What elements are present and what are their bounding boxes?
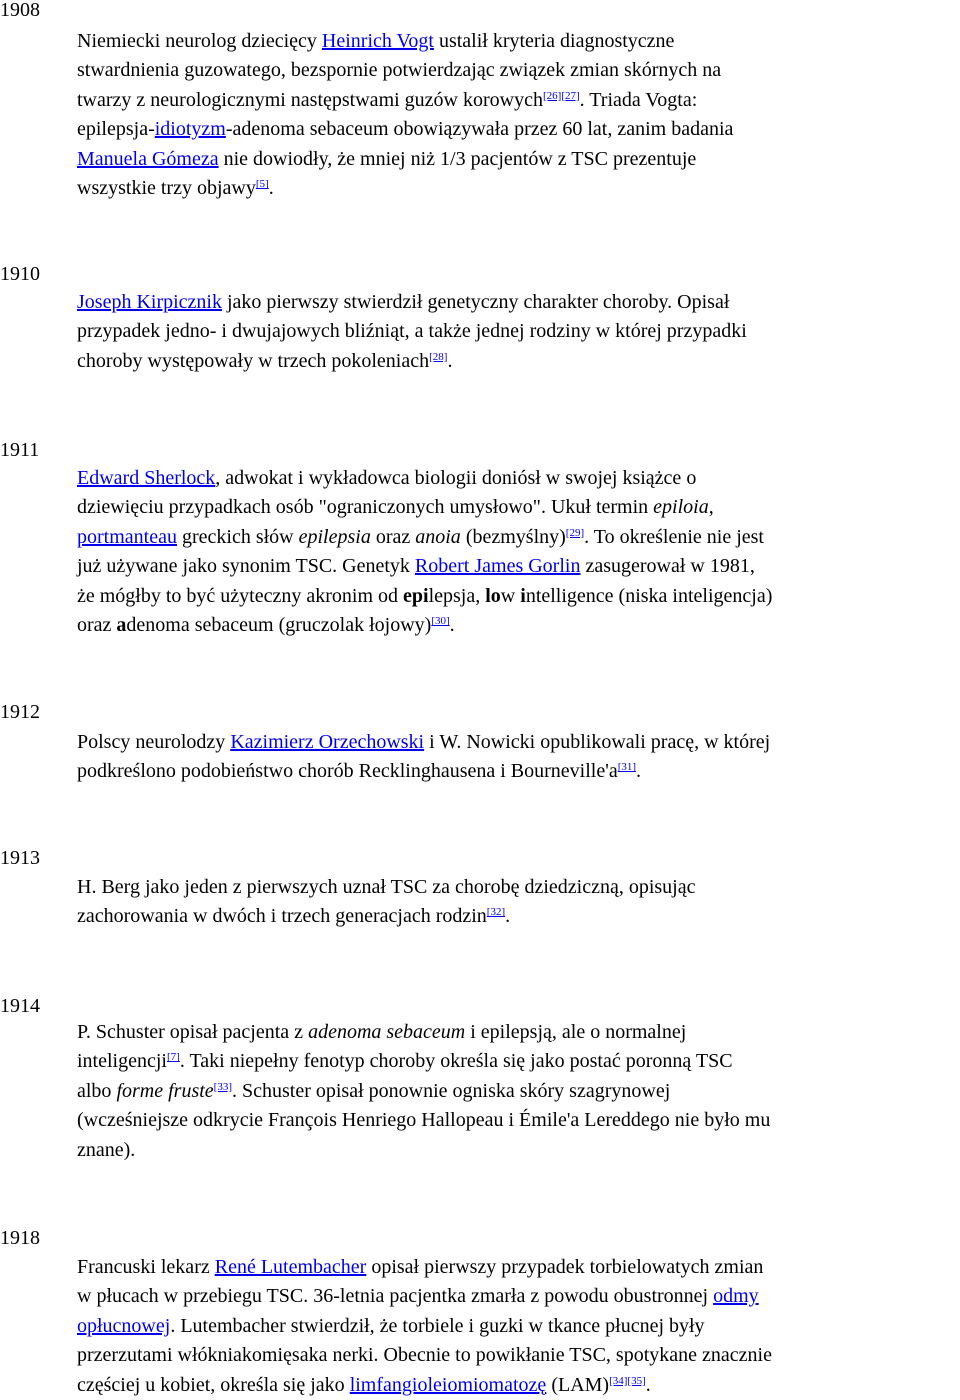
text-span: . Lutembacher stwierdził, że torbiele i guzki w tkance płucnej były <box>170 1314 705 1337</box>
text-line <box>77 288 960 317</box>
wiki-link[interactable]: Heinrich Vogt <box>321 30 434 52</box>
citation-link[interactable]: [5] <box>255 178 269 191</box>
text-line <box>77 145 960 174</box>
text-span: oraz <box>77 614 117 637</box>
text-line <box>77 493 960 522</box>
wiki-link[interactable]: Edward Sherlock <box>77 467 216 489</box>
text-line <box>77 582 960 611</box>
citation-ref <box>627 1375 645 1387</box>
text-line <box>77 552 960 581</box>
text-span: w płucach w przebiegu TSC. 36-letnia pacjentka zmarła z powodu obustronnej <box>77 1285 714 1308</box>
text-line <box>77 873 960 902</box>
text-span: oraz <box>370 525 416 548</box>
bold-acronym-letters: epi <box>403 584 429 607</box>
citation-ref <box>429 351 447 363</box>
text-line <box>77 757 960 786</box>
text-span: H. Berg jako jeden z pierwszych uznał TSC za chorobę dziedziczną, opisując <box>77 876 696 898</box>
wiki-link[interactable]: Robert James Gorlin <box>414 555 581 578</box>
text-span: . <box>645 1373 651 1396</box>
text-span: denoma sebaceum (gruczolak łojowy) <box>126 614 432 637</box>
text-span: twarzy z neurologicznymi następstwami guzów korowych <box>77 88 543 111</box>
text-span: już używane jako synonim TSC. Genetyk <box>77 555 415 578</box>
text-span: znane). <box>77 1138 136 1161</box>
text-span: (wcześniejsze odkrycie François Henriego Hallopeau i Émile'a Lereddego nie było mu <box>77 1109 771 1132</box>
text-span: Francuski lekarz <box>77 1256 215 1278</box>
entry-year: 1910 <box>0 263 40 285</box>
wiki-link[interactable]: Joseph Kirpicznik <box>77 291 222 313</box>
entry-description <box>77 464 960 640</box>
wiki-link[interactable]: Kazimierz Orzechowski <box>230 731 425 753</box>
text-line <box>77 174 960 203</box>
citation-link[interactable]: [28] <box>429 350 448 363</box>
wiki-link[interactable]: Manuela Gómeza <box>77 147 219 170</box>
text-line <box>77 27 960 56</box>
text-span: zachorowania w dwóch i trzech generacjach rodzin <box>77 905 487 928</box>
text-line <box>77 347 960 376</box>
text-span: . <box>268 177 274 200</box>
text-span: . <box>447 349 453 372</box>
text-span: i epilepsją, ale o normalnej <box>465 1021 687 1043</box>
text-span: . To określenie nie jest <box>584 525 764 548</box>
text-line <box>77 317 960 346</box>
bold-acronym-letters: i <box>520 584 526 607</box>
text-line <box>77 1077 960 1106</box>
text-line <box>77 1312 960 1341</box>
text-line <box>77 1106 960 1135</box>
citation-link[interactable]: [29] <box>565 526 585 539</box>
entry-year: 1911 <box>0 439 40 461</box>
citation-link[interactable]: [7] <box>166 1051 180 1064</box>
citation-ref <box>609 1375 627 1387</box>
text-span: zasugerował w 1981, <box>580 555 755 578</box>
text-span: przypadek jedno- i dwujajowych bliźniąt, a także jednej rodziny w której przypadki <box>77 320 747 343</box>
text-span: (bezmyślny) <box>460 525 566 548</box>
text-span: jako pierwszy stwierdził genetyczny charakter choroby. Opisał <box>221 291 730 313</box>
text-line <box>77 115 960 144</box>
text-line <box>77 1018 960 1047</box>
italic-term: anoia <box>415 525 461 548</box>
entry-description <box>77 27 960 203</box>
text-span: podkreślono podobieństwo chorób Recklinghausena i Bourneville'a <box>77 760 618 783</box>
entry-year: 1908 <box>0 0 40 21</box>
citation-ref <box>566 527 584 539</box>
text-span: Polscy neurolodzy <box>77 731 231 753</box>
text-span: . Schuster opisał ponownie ogniska skóry szagrynowej <box>231 1079 671 1102</box>
entry-year: 1913 <box>0 847 40 869</box>
text-span: częściej u kobiet, określa się jako <box>77 1373 350 1396</box>
citation-link[interactable]: [33] <box>213 1080 232 1093</box>
citation-ref <box>256 178 269 190</box>
text-span: albo <box>77 1079 117 1102</box>
entry-description <box>77 1018 960 1165</box>
italic-term: epilepsia <box>298 525 371 548</box>
text-span: . <box>505 905 511 928</box>
text-span: , <box>708 496 714 519</box>
text-span: stwardnienia guzowatego, bezspornie potwierdzając związek zmian skórnych na <box>77 59 722 82</box>
text-span: Niemiecki neurolog dziecięcy <box>77 30 322 52</box>
citation-ref <box>618 761 636 773</box>
text-line <box>77 86 960 115</box>
text-span: że mógłby to być użyteczny akronim od <box>77 584 404 607</box>
text-span: . <box>636 760 642 783</box>
text-line <box>77 728 960 757</box>
text-line <box>77 56 960 85</box>
citation-link[interactable]: [35] <box>627 1374 646 1387</box>
text-span: P. Schuster opisał pacjenta z <box>77 1021 309 1043</box>
text-line <box>77 1047 960 1076</box>
text-span: choroby występowały w trzech pokoleniach <box>77 349 430 372</box>
citation-link[interactable]: [26] <box>542 89 562 102</box>
text-span: . Taki niepełny fenotyp choroby określa się jako postać poronną TSC <box>179 1050 733 1073</box>
wiki-link[interactable]: portmanteau <box>77 525 177 548</box>
text-span: i W. Nowicki opublikowali pracę, w której <box>424 731 771 753</box>
text-line <box>77 902 960 931</box>
text-span: greckich słów <box>176 525 299 548</box>
citation-link[interactable]: [32] <box>486 906 506 919</box>
entry-description <box>77 288 960 376</box>
text-span: , adwokat i wykładowca biologii doniósł w swojej książce o <box>215 467 697 489</box>
citation-link[interactable]: [31] <box>617 761 637 774</box>
text-span: . <box>449 614 455 637</box>
wiki-link[interactable]: idiotyzm <box>154 118 226 141</box>
text-span: ustalił kryteria diagnostyczne <box>433 30 675 52</box>
citation-ref <box>561 90 579 102</box>
text-line <box>77 1253 960 1282</box>
text-line <box>77 611 960 640</box>
entry-description <box>77 1253 960 1400</box>
entry-description <box>77 728 960 787</box>
text-span: lepsja, <box>428 584 486 607</box>
citation-ref <box>214 1081 232 1093</box>
text-line <box>77 523 960 552</box>
text-span: dziewięciu przypadkach osób "ograniczonych umysłowo". Ukuł termin <box>77 496 654 519</box>
wiki-link[interactable]: René Lutembacher <box>214 1256 367 1278</box>
text-span: wszystkie trzy objawy <box>77 177 256 200</box>
entry-year: 1914 <box>0 995 40 1017</box>
italic-term: epiloia <box>653 496 709 519</box>
citation-ref <box>543 90 561 102</box>
text-line <box>77 464 960 493</box>
entry-year: 1912 <box>0 701 40 723</box>
citation-ref <box>487 906 505 918</box>
text-line <box>77 1371 960 1400</box>
bold-acronym-letters: a <box>116 614 127 637</box>
citation-link[interactable]: [34] <box>609 1374 628 1387</box>
text-span: przerzutami włókniakomięsaka nerki. Obecnie to powikłanie TSC, spotykane znacznie <box>77 1344 772 1367</box>
citation-ref <box>431 615 449 627</box>
wiki-link[interactable]: odmy <box>713 1285 759 1308</box>
wiki-link[interactable]: limfangioleiomiomatozę <box>349 1373 547 1396</box>
italic-term: adenoma sebaceum <box>308 1021 466 1043</box>
text-span: (LAM) <box>546 1373 610 1396</box>
bold-acronym-letters: lo <box>485 584 501 607</box>
entry-description <box>77 873 960 932</box>
text-span: w <box>500 584 521 607</box>
citation-link[interactable]: [27] <box>561 89 580 102</box>
text-line <box>77 1282 960 1311</box>
text-span: -adenoma sebaceum obowiązywała przez 60 lat, zanim badania <box>225 118 734 141</box>
citation-ref <box>167 1051 180 1063</box>
text-span: inteligencji <box>77 1050 167 1073</box>
text-span: epilepsja- <box>77 118 155 141</box>
text-line <box>77 1341 960 1370</box>
text-span: . Triada Vogta: <box>579 88 698 111</box>
text-line <box>77 1136 960 1165</box>
italic-term: forme fruste <box>116 1079 214 1102</box>
wiki-link[interactable]: opłucnowej <box>77 1314 171 1337</box>
citation-link[interactable]: [30] <box>431 615 450 628</box>
text-span: nie dowiodły, że mniej niż 1/3 pacjentów z TSC prezentuje <box>218 147 697 170</box>
entry-year: 1918 <box>0 1227 40 1249</box>
text-span: ntelligence (niska inteligencja) <box>525 584 773 607</box>
text-span: opisał pierwszy przypadek torbielowatych zmian <box>366 1256 764 1278</box>
